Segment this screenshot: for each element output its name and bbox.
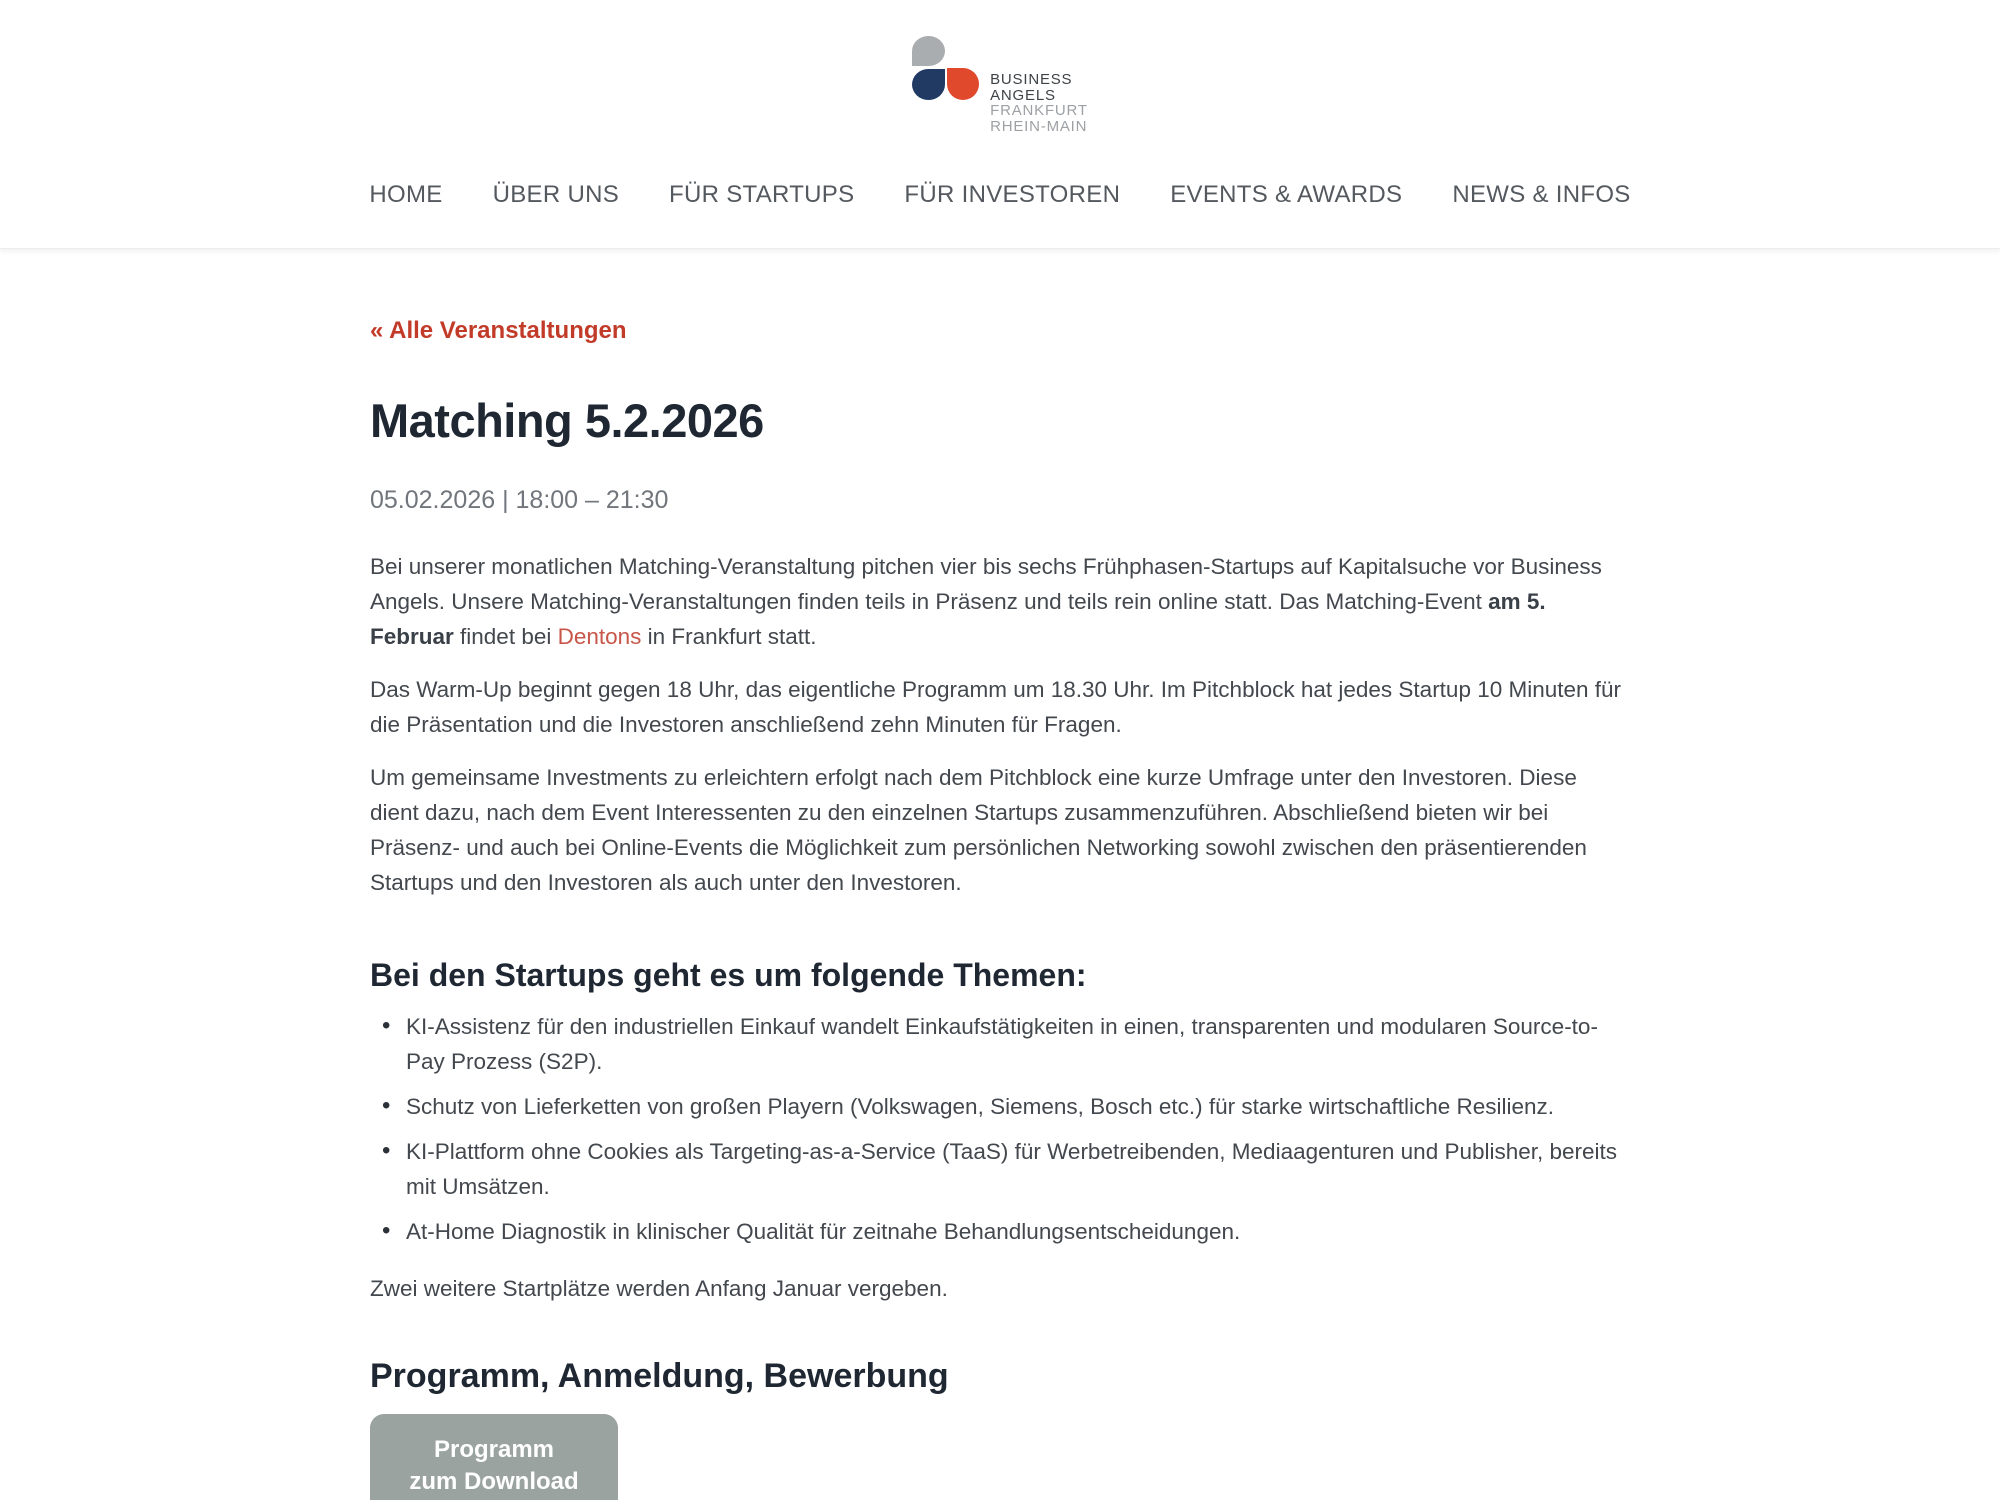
- site-logo[interactable]: [912, 36, 1088, 134]
- topics-heading: Bei den Startups geht es um folgende Themen:: [370, 957, 1087, 993]
- main-nav: [0, 182, 2000, 207]
- site-header: [0, 0, 2000, 249]
- nav-item-news-infos[interactable]: NEWS & INFOS: [1452, 181, 1631, 208]
- nav-item-home[interactable]: HOME: [369, 181, 443, 208]
- intro-text-1: Bei unserer monatlichen Matching-Veranstaltung pitchen vier bis sechs Frühphasen-Startups auf Kapitalsuche vor Business Angels. Unsere Matching-Veranstaltungen finden teils in Präsenz und teils rein online statt. Das Matching-Event: [370, 554, 1602, 614]
- brand-name-line1: BUSINESS: [990, 71, 1073, 88]
- intro-text-3: in Frankfurt statt.: [641, 624, 817, 649]
- nav-item-fuer-investoren[interactable]: FÜR INVESTOREN: [904, 181, 1121, 208]
- brand-logo-icon: [912, 36, 980, 102]
- intro-text-2: findet bei: [453, 624, 558, 649]
- event-datetime: 05.02.2026 | 18:00 – 21:30: [370, 486, 669, 514]
- list-item: [370, 1134, 1630, 1204]
- logo-drop-gray-icon: [912, 36, 945, 66]
- logo-drop-navy-icon: [912, 69, 945, 100]
- startplaetze-note: Zwei weitere Startplätze werden Anfang Januar vergeben.: [370, 1276, 948, 1301]
- topic-text: Schutz von Lieferketten von großen Playern (Volkswagen, Siemens, Bosch etc.) für starke wirtschaftliche Resilienz.: [406, 1094, 1555, 1119]
- nav-item-events-awards[interactable]: EVENTS & AWARDS: [1170, 181, 1403, 208]
- nav-item-ueber-uns[interactable]: ÜBER UNS: [492, 181, 620, 208]
- nav-item-fuer-startups[interactable]: FÜR STARTUPS: [669, 181, 855, 208]
- page-title: Matching 5.2.2026: [370, 394, 764, 447]
- list-item: [370, 1214, 1630, 1249]
- list-item: [370, 1009, 1630, 1079]
- list-item: [370, 1089, 1630, 1124]
- topic-text: At-Home Diagnostik in klinischer Qualität für zeitnahe Behandlungsentscheidungen.: [406, 1219, 1241, 1244]
- back-to-all-events-link[interactable]: « Alle Veranstaltungen: [370, 317, 627, 344]
- topic-text: KI-Plattform ohne Cookies als Targeting-as-a-Service (TaaS) für Werbetreibenden, Mediaagenturen und Publisher, bereits mit Umsätzen.: [406, 1139, 1618, 1199]
- warmup-paragraph: Das Warm-Up beginnt gegen 18 Uhr, das eigentliche Programm um 18.30 Uhr. Im Pitchblock hat jedes Startup 10 Minuten für die Präsentation und die Investoren anschließend zehn Minuten für Fragen.: [370, 677, 1622, 737]
- program-heading: Programm, Anmeldung, Bewerbung: [370, 1357, 949, 1395]
- intro-bold-date: am 5. Februar: [370, 589, 1546, 649]
- logo-drop-red-icon: [947, 68, 979, 100]
- program-download-button-line1: Programm: [433, 1436, 555, 1463]
- brand-region-line1: FRANKFURT: [990, 102, 1088, 119]
- brand-name-line2: ANGELS: [990, 86, 1056, 104]
- program-download-button-line2: zum Download: [409, 1468, 579, 1495]
- event-article: [370, 249, 1630, 1500]
- dentons-link[interactable]: Dentons: [557, 624, 642, 649]
- brand-region-line2: RHEIN-MAIN: [990, 117, 1088, 135]
- program-download-button[interactable]: [370, 1414, 618, 1500]
- umfrage-paragraph: Um gemeinsame Investments zu erleichtern erfolgt nach dem Pitchblock eine kurze Umfrage unter den Investoren. Diese dient dazu, nach dem Event Interessenten zu den einzelnen Startups zusammenzuführen. Abschließend bieten wir bei Präsenz- und auch bei Online-Events die Möglichkeit zum persönlichen Networking sowohl zwischen den präsentierenden Startups und den Investoren als auch unter den Investoren.: [370, 765, 1587, 895]
- intro-paragraph: [370, 549, 1630, 654]
- brand-wordmark: [990, 72, 1088, 134]
- topics-list: [370, 1009, 1630, 1249]
- topic-text: KI-Assistenz für den industriellen Einkauf wandelt Einkaufstätigkeiten in einen, transparenten und modularen Source-to-Pay Prozess (S2P).: [406, 1014, 1598, 1074]
